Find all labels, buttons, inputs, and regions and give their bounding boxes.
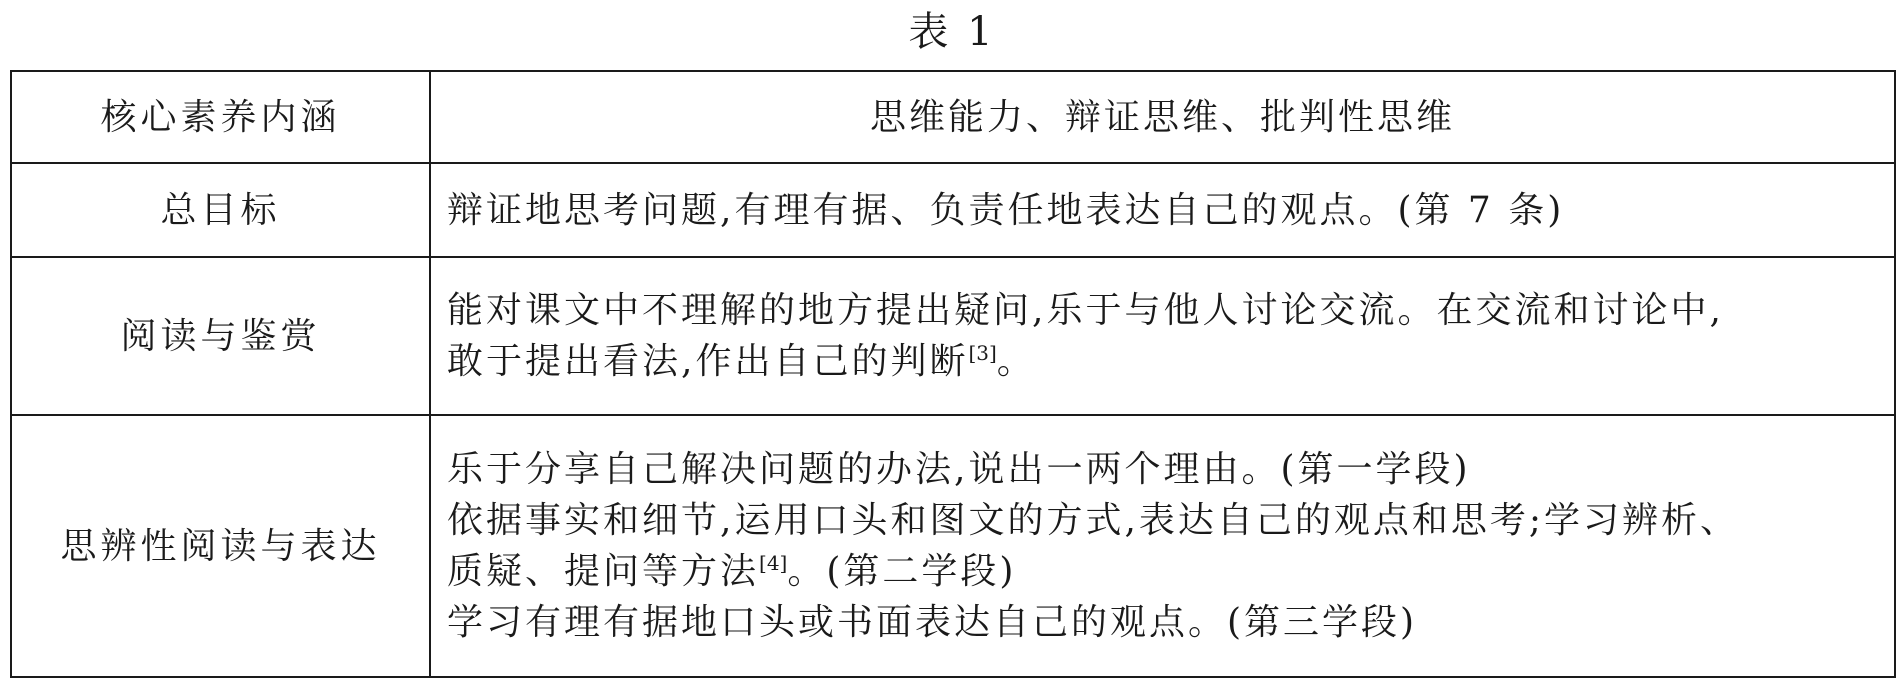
citation-ref: [3]	[968, 341, 997, 365]
content-text: 质疑、提问等方法	[447, 551, 760, 592]
content-line: 辩证地思考问题,有理有据、负责任地表达自己的观点。(第 7 条)	[447, 189, 1565, 231]
content-line	[447, 336, 1878, 387]
table-row	[11, 163, 1895, 257]
content-line: 学习有理有据地口头或书面表达自己的观点。(第三学段)	[447, 602, 1418, 643]
row-content-overall-goal	[430, 163, 1895, 257]
row-label-critical-reading: 思辨性阅读与表达	[11, 415, 430, 677]
row-label-core-literacy: 核心素养内涵	[11, 71, 430, 163]
content-line: 思维能力、辩证思维、批判性思维	[869, 96, 1455, 138]
row-label-reading-appreciation: 阅读与鉴赏	[11, 257, 430, 415]
content-line	[447, 546, 1878, 597]
row-content-critical-reading	[430, 415, 1895, 677]
content-line: 乐于分享自己解决问题的办法,说出一两个理由。(第一学段)	[447, 449, 1471, 490]
row-content-reading-appreciation	[430, 257, 1895, 415]
content-line: 依据事实和细节,运用口头和图文的方式,表达自己的观点和思考;学习辨析、	[447, 500, 1740, 541]
table-caption: 表 1	[908, 9, 996, 55]
citation-ref: [4]	[759, 551, 788, 575]
content-text: 敢于提出看法,作出自己的判断	[447, 341, 969, 382]
content-line: 能对课文中不理解的地方提出疑问,乐于与他人讨论交流。在交流和讨论中,	[447, 290, 1724, 331]
table-row	[11, 71, 1895, 163]
content-text: 。	[996, 341, 1036, 382]
row-label-overall-goal: 总目标	[11, 163, 430, 257]
curriculum-table	[10, 70, 1896, 678]
content-text: 。(第二学段)	[787, 551, 1017, 592]
table-row	[11, 257, 1895, 415]
row-content-core-literacy	[430, 71, 1895, 163]
table-row	[11, 415, 1895, 677]
